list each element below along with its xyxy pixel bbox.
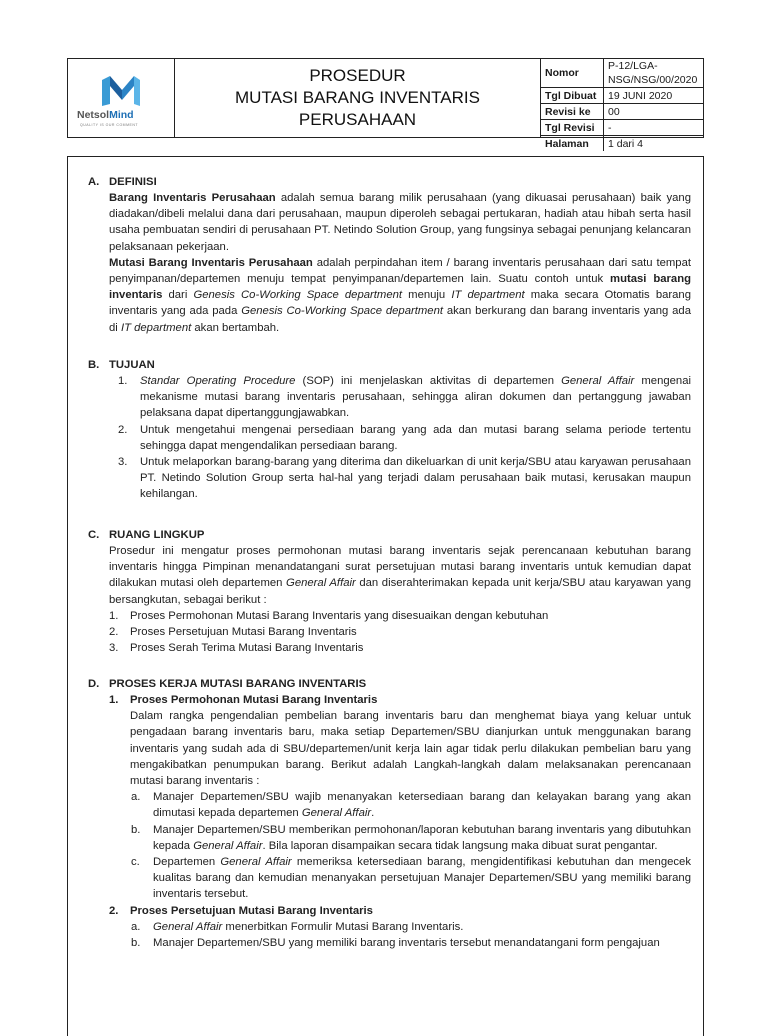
list-item: a. Manajer Departemen/SBU wajib menanyakan ketersediaan barang dan kelayakan barang yang akan dimutasi kepada departemen General Affair. bbox=[131, 791, 691, 820]
title-line: PROSEDUR bbox=[309, 66, 406, 85]
meta-key: Tgl Dibuat bbox=[541, 88, 604, 104]
meta-value: 19 JUNI 2020 bbox=[604, 88, 704, 104]
meta-row bbox=[541, 104, 703, 120]
section-heading: B. TUJUAN bbox=[88, 359, 155, 371]
meta-key: Revisi ke bbox=[541, 104, 604, 120]
logo-wordmark: NetsolMind bbox=[77, 109, 134, 121]
list-item: 3. Proses Serah Terima Mutasi Barang Inventaris bbox=[109, 642, 364, 655]
logo-tagline: QUALITY IS OUR COMMENT bbox=[80, 123, 138, 127]
numbered-list bbox=[68, 373, 703, 503]
meta-value: 1 dari 4 bbox=[604, 136, 704, 152]
list-item: 2. Untuk mengetahui mengenai persediaan barang yang ada dan mutasi barang selama periode tertentu sehingga dapat mengendalikan persediaan barang. bbox=[118, 423, 691, 452]
section-heading: D. PROSES KERJA MUTASI BARANG INVENTARIS bbox=[88, 678, 367, 690]
meta-row bbox=[541, 88, 703, 104]
definition-paragraph: Barang Inventaris Perusahaan adalah semua barang milik perusahaan (yang dikuasai perusahaan) baik yang diadakan/dibeli melalui dana dari perusahaan, maupun diperoleh sebagai pertukaran, hadiah atau hibah serta hasil usaha pembuatan sendiri di perusahaan PT. Netindo Solution Group, yang fungsinya sebagai penunjang kelancaran pelaksanaan pekerjaan. bbox=[109, 192, 691, 253]
document-header bbox=[67, 58, 704, 150]
title-line: MUTASI BARANG INVENTARIS bbox=[235, 88, 480, 107]
document-body bbox=[67, 156, 704, 1036]
meta-value: - bbox=[604, 120, 704, 136]
list-item: a. General Affair menerbitkan Formulir Mutasi Barang Inventaris. bbox=[131, 920, 464, 933]
section-heading: C. RUANG LINGKUP bbox=[88, 529, 205, 541]
section-tujuan bbox=[68, 357, 703, 503]
list-item: b. Manajer Departemen/SBU yang memiliki barang inventaris tersebut menandatangani form pengajuan bbox=[131, 937, 660, 950]
list-item: c. Departemen General Affair memeriksa ketersediaan barang, mengidentifikasi kebutuhan dan mengecek kualitas barang dan kemudian menanyakan persetujuan Manajer Departemen/SBU yang memiliki barang inventaris tersebut. bbox=[131, 856, 691, 901]
list-item: b. Manajer Departemen/SBU memberikan permohonan/laporan kebutuhan barang inventaris yang dibutuhkan kepada General Affair. Bila laporan disampaikan secara tidak langsung maka dibuat surat pengantar. bbox=[131, 823, 691, 852]
meta-key: Nomor bbox=[541, 59, 604, 88]
meta-row bbox=[541, 136, 703, 152]
section-definisi bbox=[68, 174, 703, 336]
subsection-heading: 1. Proses Permohonan Mutasi Barang Inventaris bbox=[109, 694, 378, 706]
title-line: PERUSAHAAN bbox=[298, 110, 417, 129]
list-item: 3. Untuk melaporkan barang-barang yang diterima dan dikeluarkan di unit kerja/SBU atau karyawan perusahaan PT. Netindo Solution Group serta hal-hal yang terjadi dalam perusahaan baik mutasi, kerusakan maupun kehilangan. bbox=[118, 456, 691, 501]
definition-paragraph: Mutasi Barang Inventaris Perusahaan adalah perpindahan item / barang inventaris perusahaan dari satu tempat penyimpanan/departemen menuju tempat penyimpanan/departemen lain. Suatu contoh untuk mutasi barang inventaris dari Genesis Co-Working Space department menuju IT department maka secara Otomatis barang inventaris yang ada pada Genesis Co-Working Space department akan berkurang dan barang inventaris yang ada di IT department akan bertambah. bbox=[109, 256, 692, 334]
meta-value: 00 bbox=[604, 104, 704, 120]
subsection-paragraph: Dalam rangka pengendalian pembelian barang inventaris baru dan menghemat biaya yang keluar untuk pengadaan barang inventaris baru, maka setiap Departemen/SBU dianjurkan untuk menggunakan barang inventaris yang sudah ada di SBU/departemen/unit kerja lain agar tidak perlu dilakukan pembelian baru yang mengakibatkan penumpukan barang. Berikut adalah Langkah-langkah dalam melaksanakan perencanaan mutasi barang inventaris : bbox=[130, 710, 691, 788]
meta-key: Halaman bbox=[541, 136, 604, 152]
document-meta bbox=[541, 59, 703, 150]
netsolmind-logo-icon bbox=[100, 72, 142, 108]
lettered-list bbox=[68, 789, 703, 902]
list-item: 1. Standar Operating Procedure (SOP) ini menjelaskan aktivitas di departemen General Affair mengenai mekanisme mutasi barang inventaris perusahaan, sehingga aliran dokumen dan pertanggung jawaban pelaksana dapat dipertanggungjawabkan. bbox=[118, 375, 691, 420]
scope-paragraph: Prosedur ini mengatur proses permohonan mutasi barang inventaris sejak perencanaan kebutuhan barang inventaris hingga Pimpinan menandatangani surat persetujuan mutasi barang inventaris untuk kemudian dapat dilakukan mutasi oleh departemen General Affair dan diserahterimakan kepada unit kerja/SBU atau karyawan yang bersangkutan, sebagai berikut : bbox=[109, 545, 691, 606]
meta-row bbox=[541, 59, 703, 88]
list-item: 1. Proses Permohonan Mutasi Barang Inventaris yang disesuaikan dengan kebutuhan bbox=[109, 609, 549, 622]
section-heading: A. DEFINISI bbox=[88, 176, 157, 188]
document-title bbox=[175, 59, 541, 137]
lettered-list bbox=[68, 919, 703, 951]
section-ruang-lingkup bbox=[68, 527, 703, 656]
subsection-heading: 2. Proses Persetujuan Mutasi Barang Inventaris bbox=[109, 904, 373, 917]
section-proses-kerja bbox=[68, 676, 703, 951]
meta-row bbox=[541, 120, 703, 136]
meta-key: Tgl Revisi bbox=[541, 120, 604, 136]
list-item: 2. Proses Persetujuan Mutasi Barang Inventaris bbox=[109, 626, 357, 639]
numbered-list bbox=[68, 608, 703, 657]
meta-value: P-12/LGA-NSG/NSG/00/2020 bbox=[604, 59, 704, 88]
logo bbox=[68, 59, 175, 137]
